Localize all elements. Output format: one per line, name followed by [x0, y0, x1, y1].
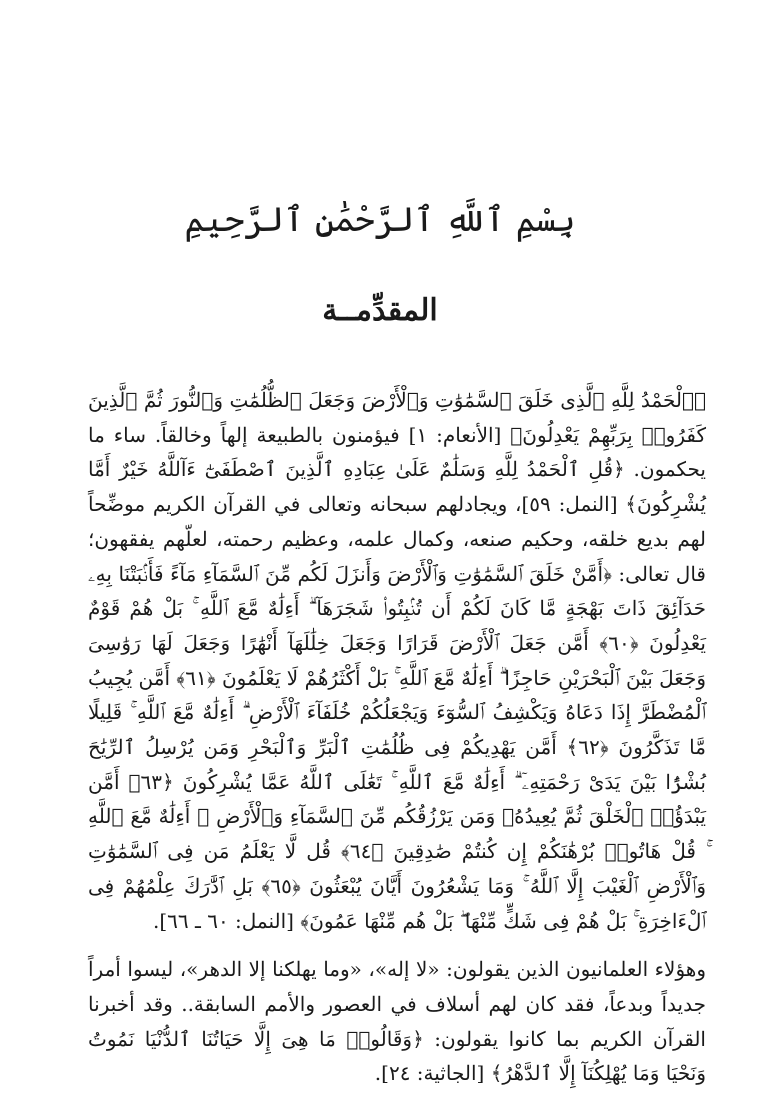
paragraph-2: وهؤلاء العلمانيون الذين يقولون: «لا إله»، «وما يهلكنا إلا الدهر»، ليسوا أمراً جديداً وبدعاً، فقد كان لهم أسلاف في العصور والأمم السابقة.. وقد أخبرنا القرآن الكريم بما كانوا يقولون: ﴿وَقَالُوا۟ مَا هِىَ إِلَّا حَيَاتُنَا ٱلدُّنْيَا نَمُوتُ وَنَحْيَا وَمَا يُهْلِكُنَآ إِلَّا ٱلدَّهْرُ﴾ [الجاثية: ٢٤]. [88, 957, 706, 1086]
body-text [88, 383, 706, 1091]
chapter-title: المقدِّمــة [322, 293, 438, 328]
basmala-heading: بِسْمِ ٱللَّهِ ٱلرَّحْمَٰنِ ٱلرَّحِيمِ [184, 200, 576, 240]
paragraph-1: ﴿ٱلْحَمْدُ لِلَّهِ ٱلَّذِى خَلَقَ ٱلسَّمَٰوَٰتِ وَٱلْأَرْضَ وَجَعَلَ ٱلظُّلُمَٰتِ وَٱلنُّورَ ثُمَّ ٱلَّذِينَ كَفَرُوا۟ بِرَبِّهِمْ يَعْدِلُونَ﴾ [الأنعام: ١] فيؤمنون بالطبيعة إلهاً وخالقاً. ساء ما يحكمون. ﴿قُلِ ٱلْحَمْدُ لِلَّهِ وَسَلَٰمٌ عَلَىٰ عِبَادِهِ ٱلَّذِينَ ٱصْطَفَىٰٓ ءَآللَّهُ خَيْرٌ أَمَّا يُشْرِكُونَ﴾ [النمل: ٥٩]، ويجادلهم سبحانه وتعالى في القرآن الكريم موضِّحاً لهم بديع خلقه، وحكيم صنعه، وكمال علمه، وعظيم رحمته، لعلّهم يفقهون؛ قال تعالى: ﴿أَمَّنْ خَلَقَ ٱلسَّمَٰوَٰتِ وَٱلْأَرْضَ وَأَنزَلَ لَكُم مِّنَ ٱلسَّمَآءِ مَآءً فَأَنۢبَتْنَا بِهِۦ حَدَآئِقَ ذَاتَ بَهْجَةٍ مَّا كَانَ لَكُمْ أَن تُنۢبِتُوا۟ شَجَرَهَآ ۗ أَءِلَٰهٌ مَّعَ ٱللَّهِ ۚ بَلْ هُمْ قَوْمٌ يَعْدِلُونَ ﴿٦٠﴾ أَمَّن جَعَلَ ٱلْأَرْضَ قَرَارًا وَجَعَلَ خِلَٰلَهَآ أَنْهَٰرًا وَجَعَلَ لَهَا رَوَٰسِىَ وَجَعَلَ بَيْنَ ٱلْبَحْرَيْنِ حَاجِزًا ۗ أَءِلَٰهٌ مَّعَ ٱللَّهِ ۚ بَلْ أَكْثَرُهُمْ لَا يَعْلَمُونَ ﴿٦١﴾ أَمَّن يُجِيبُ ٱلْمُضْطَرَّ إِذَا دَعَاهُ وَيَكْشِفُ ٱلسُّوٓءَ وَيَجْعَلُكُمْ خُلَفَآءَ ٱلْأَرْضِ ۗ أَءِلَٰهٌ مَّعَ ٱللَّهِ ۚ قَلِيلًا مَّا تَذَكَّرُونَ ﴿٦٢﴾ أَمَّن يَهْدِيكُمْ فِى ظُلُمَٰتِ ٱلْبَرِّ وَٱلْبَحْرِ وَمَن يُرْسِلُ ٱلرِّيَٰحَ بُشْرًۢا بَيْنَ يَدَىْ رَحْمَتِهِۦٓ ۗ أَءِلَٰهٌ مَّعَ ٱللَّهِ ۚ تَعَٰلَى ٱللَّهُ عَمَّا يُشْرِكُونَ ﴿٦٣﴾ أَمَّن يَبْدَؤُا۟ ٱلْخَلْقَ ثُمَّ يُعِيدُهُۥ وَمَن يَرْزُقُكُم مِّنَ ٱلسَّمَآءِ وَٱلْأَرْضِ ۗ أَءِلَٰهٌ مَّعَ ٱللَّهِ ۚ قُلْ هَاتُوا۟ بُرْهَٰنَكُمْ إِن كُنتُمْ صَٰدِقِينَ ﴿٦٤﴾ قُل لَّا يَعْلَمُ مَن فِى ٱلسَّمَٰوَٰتِ وَٱلْأَرْضِ ٱلْغَيْبَ إِلَّا ٱللَّهُ ۚ وَمَا يَشْعُرُونَ أَيَّانَ يُبْعَثُونَ ﴿٦٥﴾ بَلِ ٱدَّٰرَكَ عِلْمُهُمْ فِى ٱلْءَاخِرَةِ ۚ بَلْ هُمْ فِى شَكٍّ مِّنْهَا ۖ بَلْ هُم مِّنْهَا عَمُونَ﴾ [النمل: ٦٠ ـ ٦٦]. [88, 388, 707, 933]
